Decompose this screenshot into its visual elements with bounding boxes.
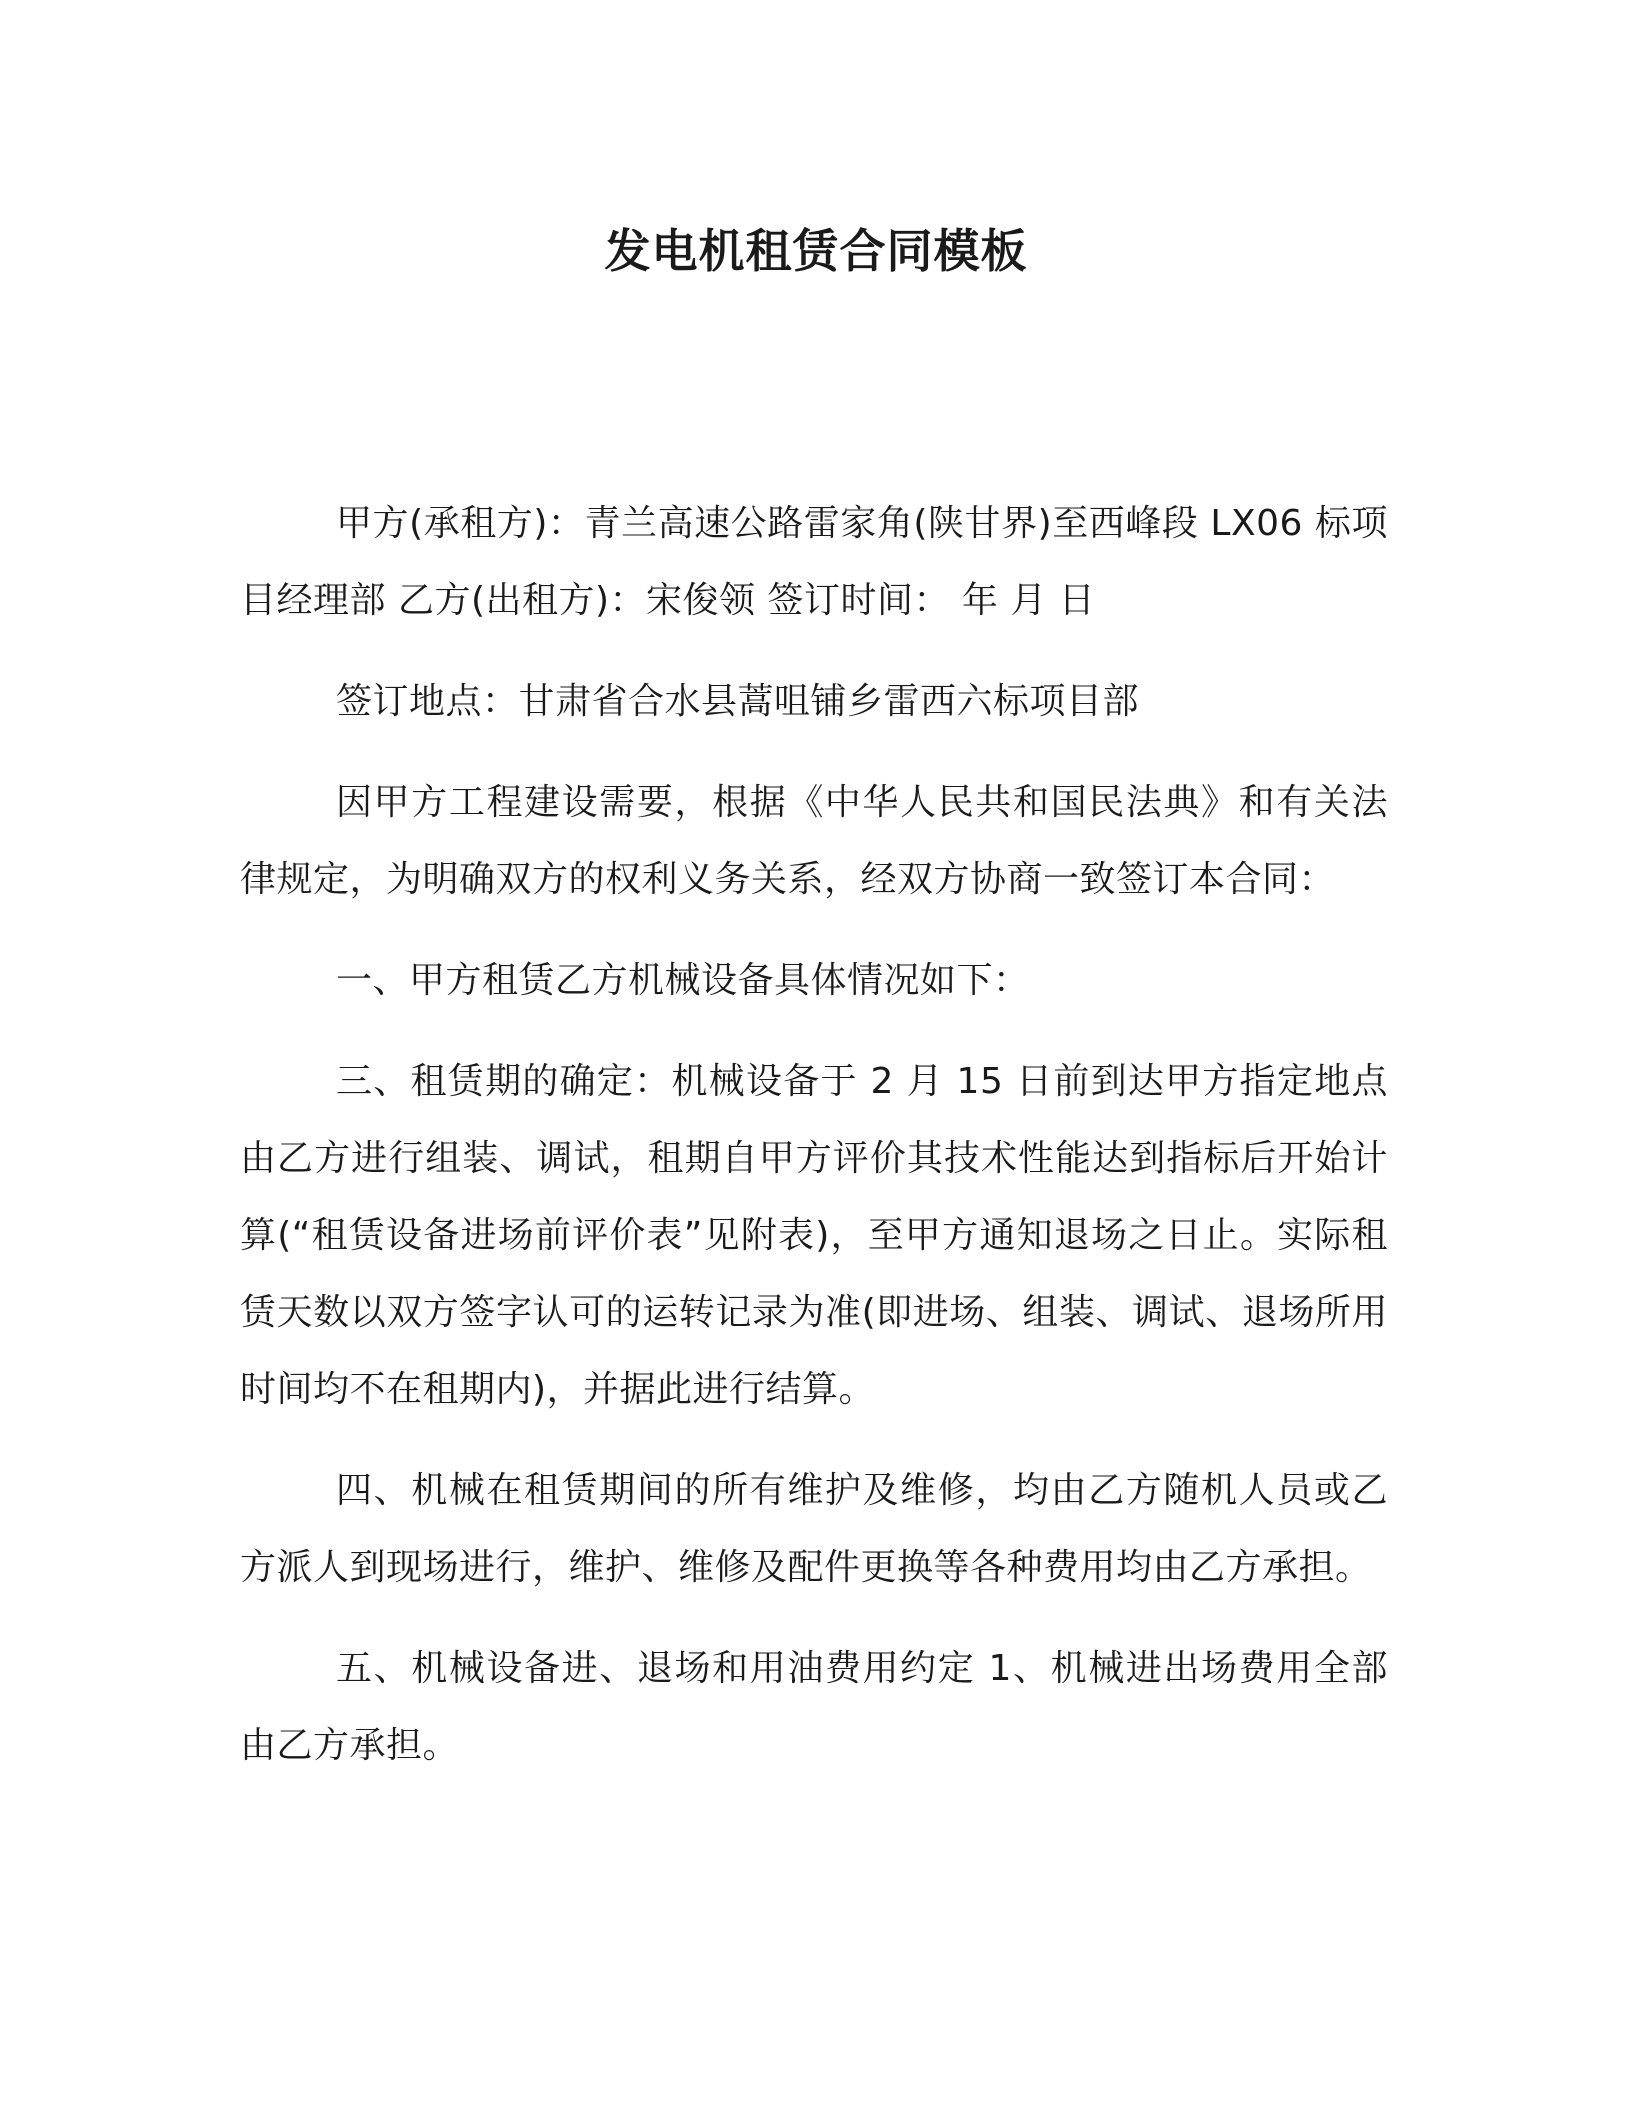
- paragraph-preamble: 因甲方工程建设需要，根据《中华人民共和国民法典》和有关法律规定，为明确双方的权利义务关系，经双方协商一致签订本合同：: [240, 782, 1388, 900]
- paragraph-clause-5: 五、机械设备进、退场和用油费用约定 1、机械进出场费用全部由乙方承担。: [240, 1648, 1388, 1766]
- paragraph-clause-3: 三、租赁期的确定：机械设备于 2 月 15 日前到达甲方指定地点由乙方进行组装、调试，租期自甲方评价其技术性能达到指标后开始计算(“租赁设备进场前评价表”见附表)，至甲方通知退场之日止。实际租赁天数以双方签字认可的运转记录为准(即进场、组装、调试、退场所用时间均不在租期内)，并据此进行结算。: [240, 1061, 1388, 1410]
- paragraph-clause-1: 一、甲方租赁乙方机械设备具体情况如下：: [336, 960, 1030, 1001]
- paragraph-clause-4: 四、机械在租赁期间的所有维护及维修，均由乙方随机人员或乙方派人到现场进行，维护、维修及配件更换等各种费用均由乙方承担。: [240, 1470, 1388, 1588]
- paragraph-signing-location: 签订地点：甘肃省合水县蒿咀铺乡雷西六标项目部: [336, 681, 1140, 722]
- paragraph-parties: 甲方(承租方)：青兰高速公路雷家角(陕甘界)至西峰段 LX06 标项目经理部 乙方(出租方)：宋俊领 签订时间： 年 月 日: [240, 503, 1388, 621]
- document-title: 发电机租赁合同模板: [604, 224, 1028, 278]
- document-body: [240, 485, 1388, 1808]
